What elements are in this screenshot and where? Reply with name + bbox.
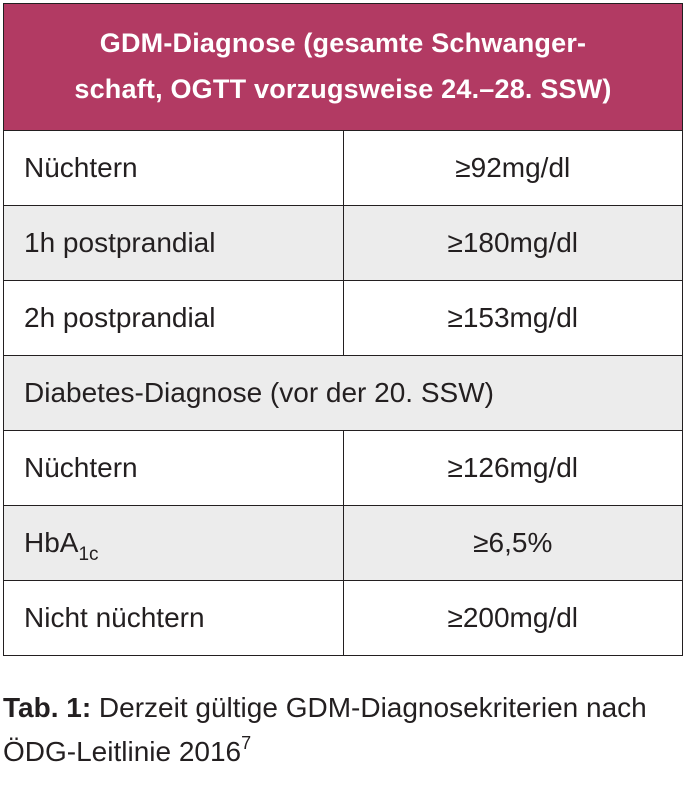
row-value: ≥126mg/dl: [343, 431, 683, 506]
diagnosis-criteria-table-wrapper: [3, 3, 683, 656]
diabetes-section-heading: Diabetes-Diagnose (vor der 20. SSW): [4, 356, 683, 431]
table-row: [4, 281, 683, 356]
table-row: [4, 431, 683, 506]
row-label: 1h postprandial: [4, 206, 344, 281]
row-value: ≥153mg/dl: [343, 281, 683, 356]
table-caption: [3, 686, 683, 774]
row-value: ≥92mg/dl: [343, 131, 683, 206]
row-value: ≥180mg/dl: [343, 206, 683, 281]
row-value: ≥6,5%: [343, 506, 683, 581]
diagnosis-criteria-table: [3, 3, 683, 656]
caption-reference-superscript: 7: [241, 733, 252, 753]
row-label: Nüchtern: [4, 131, 344, 206]
table-row: [4, 131, 683, 206]
table-header-row: [4, 4, 683, 131]
section-row: [4, 356, 683, 431]
row-label: Nüchtern: [4, 431, 344, 506]
table-header: [4, 4, 683, 131]
table-row: [4, 581, 683, 656]
row-label: 2h postprandial: [4, 281, 344, 356]
hba-text: HbA: [24, 527, 79, 558]
row-label: Nicht nüchtern: [4, 581, 344, 656]
caption-prefix: Tab. 1:: [3, 692, 92, 723]
table-header-line-2: schaft, OGTT vorzugsweise 24.–28. SSW): [74, 74, 612, 104]
row-label-hba1c: [4, 506, 344, 581]
table-row: [4, 506, 683, 581]
caption-text: Derzeit gültige GDM-Diagnosekriterien nach ÖDG-Leitlinie 2016: [3, 692, 647, 767]
table-row: [4, 206, 683, 281]
row-value: ≥200mg/dl: [343, 581, 683, 656]
table-header-line-1: GDM-Diagnose (gesamte Schwanger-: [99, 28, 587, 58]
hba-subscript: 1c: [78, 544, 99, 565]
